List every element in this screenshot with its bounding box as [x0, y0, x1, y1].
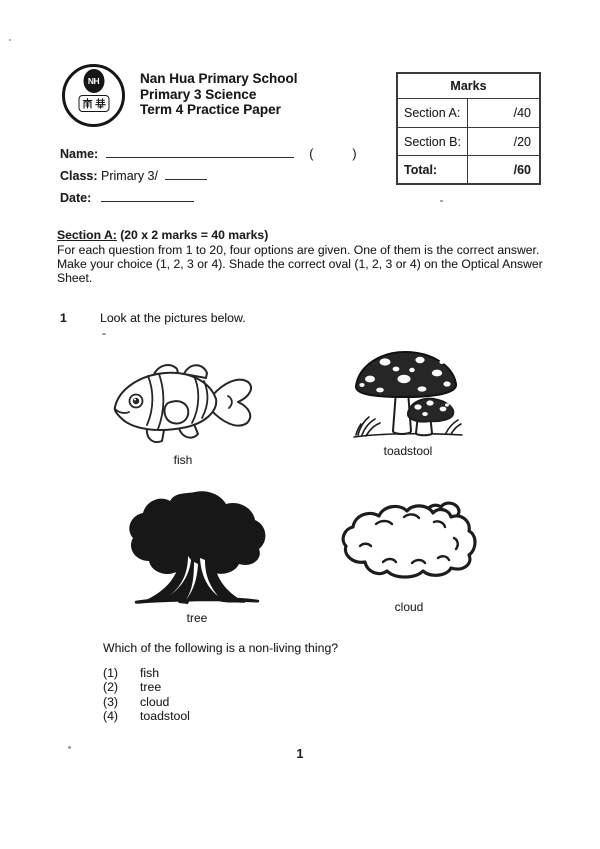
instructions-line: Sheet. [57, 271, 93, 285]
name-label: Name: [60, 147, 99, 161]
option-row [103, 680, 190, 694]
level-subject: Primary 3 Science [140, 86, 257, 102]
paper-header [140, 71, 298, 118]
figure-toadstool [352, 347, 464, 458]
logo-monogram: NH [83, 69, 104, 93]
marks-row-section-b [398, 127, 539, 155]
page-number: 1 [296, 747, 304, 761]
marks-row-label: Section A: [398, 99, 468, 127]
class-write-line [165, 168, 207, 180]
scan-artifact [440, 200, 443, 202]
date-field [60, 190, 194, 205]
marks-row-value: /20 [513, 134, 531, 149]
question-number: 1 [60, 311, 67, 325]
figure-tree [122, 490, 272, 625]
option-row [103, 695, 190, 709]
marks-row-label: Section B: [398, 128, 468, 155]
marks-row-value: /60 [513, 162, 531, 177]
marks-row-total [398, 155, 539, 183]
index-bracket-open: ( [309, 147, 314, 161]
question-prompt: Look at the pictures below. [100, 311, 246, 325]
instructions-line: For each question from 1 to 20, four options are given. One of them is the correct answer. [57, 243, 540, 257]
school-name: Nan Hua Primary School [140, 71, 298, 86]
instructions-line: Make your choice (1, 2, 3 or 4). Shade the correct oval (1, 2, 3 or 4) on the Optical Answer [57, 257, 543, 271]
cjk-glyph-nan-icon [81, 97, 93, 110]
tree-illustration [122, 490, 272, 608]
class-label: Class: [60, 169, 98, 183]
option-row [103, 666, 190, 680]
name-field [60, 146, 357, 161]
class-field [60, 168, 207, 183]
marks-table-title: Marks [398, 74, 539, 99]
marks-row-label: Total: [398, 156, 468, 183]
class-prefix: Primary 3/ [101, 169, 158, 183]
section-a-marks-note: (20 x 2 marks = 40 marks) [120, 228, 269, 242]
figure-label: cloud [394, 600, 424, 614]
section-a-title: Section A: [57, 228, 117, 242]
option-number: (2) [103, 680, 119, 695]
option-label: tree [140, 680, 162, 695]
question-text: Which of the following is a non-living thing? [103, 641, 339, 655]
section-a-block [57, 228, 545, 285]
paper-title: Term 4 Practice Paper [140, 102, 281, 117]
school-logo [62, 64, 125, 127]
options-list [103, 666, 190, 724]
option-label: toadstool [140, 709, 190, 724]
scan-artifact [102, 333, 106, 335]
figure-fish [102, 352, 264, 467]
scan-artifact [9, 39, 11, 41]
toadstool-illustration [352, 347, 464, 441]
section-a-heading [57, 228, 545, 242]
option-number: (3) [103, 694, 119, 709]
figure-label: tree [186, 611, 208, 625]
figure-cloud [338, 500, 480, 614]
marks-row-value: /40 [513, 106, 531, 120]
logo-chinese-characters-icon [78, 95, 109, 112]
option-number: (1) [103, 666, 119, 680]
marks-row-section-a [398, 99, 539, 127]
cloud-illustration [338, 500, 480, 580]
fish-illustration [102, 352, 264, 450]
option-label: cloud [140, 694, 170, 709]
figure-label: fish [173, 453, 193, 467]
date-label: Date: [60, 191, 92, 205]
marks-table [396, 72, 541, 185]
option-label: fish [140, 666, 160, 680]
date-write-line [101, 190, 194, 202]
cjk-glyph-hua-icon [94, 97, 106, 110]
index-bracket-close: ) [352, 147, 357, 161]
option-number: (4) [103, 709, 119, 724]
name-write-line [106, 146, 294, 158]
option-row [103, 709, 190, 723]
figure-label: toadstool [383, 444, 433, 458]
